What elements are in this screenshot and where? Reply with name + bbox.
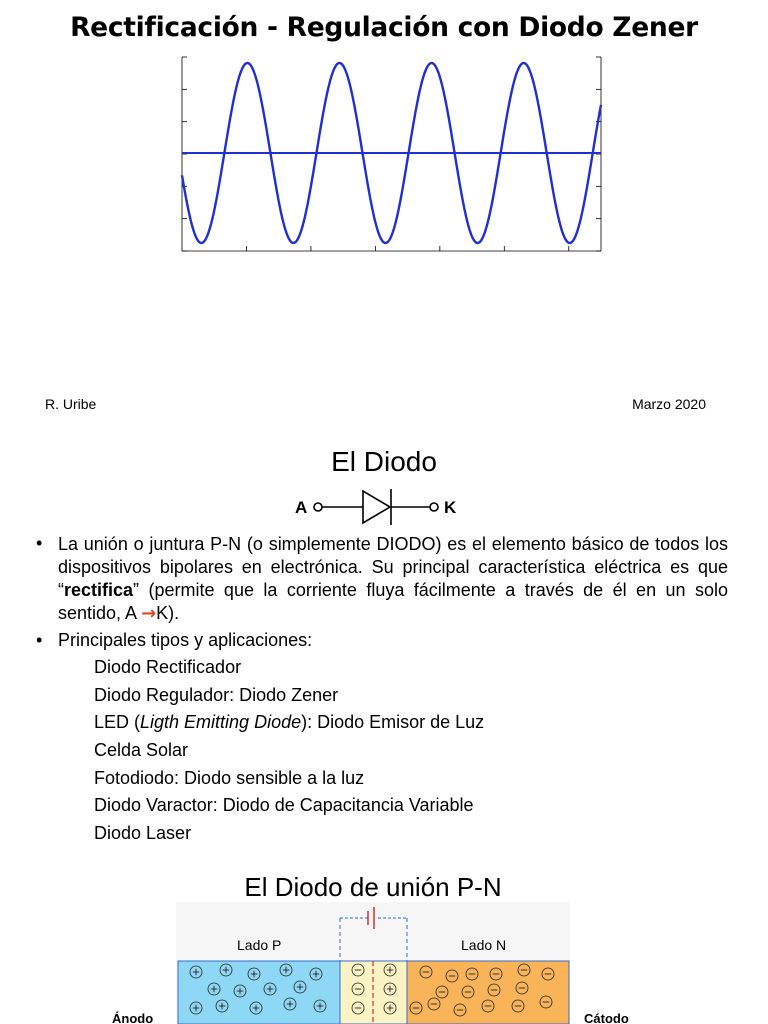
n-region (407, 961, 569, 1024)
author-footer: R. Uribe (45, 396, 97, 412)
rectifica-bold: rectifica (64, 580, 134, 600)
anode-terminal (314, 503, 322, 511)
anode-label: A (295, 498, 308, 517)
diode-triangle (363, 491, 390, 523)
slide-title-el-diodo: El Diodo (331, 446, 437, 477)
pn-junction-diagram (110, 898, 640, 1024)
type-item: Fotodiodo: Diodo sensible a la luz (94, 768, 365, 788)
cathode-label: K (444, 498, 457, 517)
arrow-icon: → (141, 603, 157, 624)
type-item: Diodo Laser (94, 823, 192, 843)
catodo-label: Cátodo (584, 1011, 629, 1024)
type-item: Diodo Varactor: Diodo de Capacitancia Variable (94, 795, 474, 815)
slide-title-union-pn: El Diodo de unión P-N (244, 872, 502, 902)
type-item: Celda Solar (94, 740, 189, 760)
types-heading: Principales tipos y aplicaciones: (58, 630, 313, 650)
diode-symbol (290, 485, 480, 527)
type-item: Diodo Rectificador (94, 657, 242, 677)
type-item: LED (Ligth Emitting Diode): Diodo Emisor de Luz (94, 712, 485, 732)
anodo-label: Ánodo (112, 1011, 154, 1024)
lado-p-label: Lado P (237, 937, 282, 953)
lado-n-label: Lado N (461, 937, 507, 953)
cathode-terminal (430, 503, 438, 511)
bullet-marker: • (36, 630, 43, 650)
slide-title-rectificacion: Rectificación - Regulación con Diodo Zener (70, 12, 698, 43)
type-item: Diodo Regulador: Diodo Zener (94, 685, 339, 705)
diode-description: La unión o juntura P-N (o simplemente DIODO) es el elemento básico de todos los dispositivos bipolares en electrónica. Su principal característica eléctrica es que “rectifica” (permite que la corriente fluya fácilmente a través de él en un solo sentido, A →K). (58, 534, 728, 624)
date-footer: Marzo 2020 (632, 396, 706, 412)
bullet-marker: • (36, 533, 43, 553)
sine-wave-plot (180, 55, 605, 255)
